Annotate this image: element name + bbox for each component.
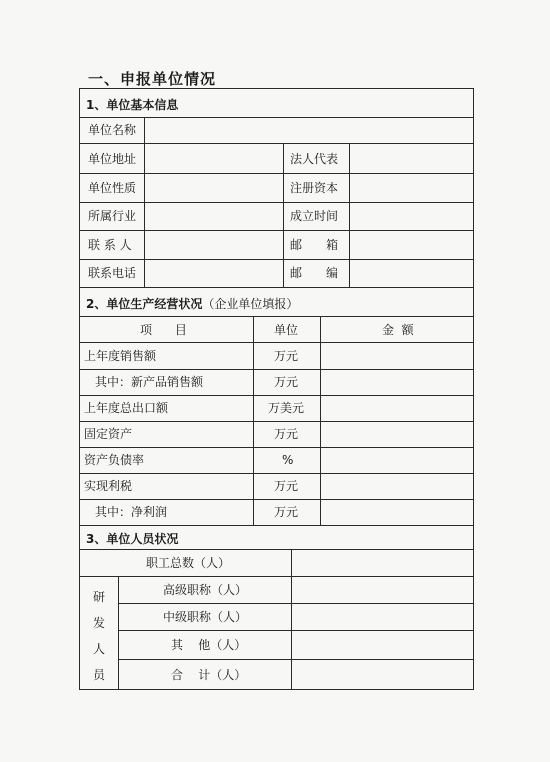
label-postcode-char1: 邮: [290, 266, 303, 280]
senior-title-field[interactable]: [293, 578, 472, 602]
rd-label-char-4: 员: [93, 668, 106, 682]
unit-type-field[interactable]: [146, 175, 282, 201]
col-header-amount: 金 额: [382, 323, 414, 337]
row-item-profit-tax: 实现利税: [84, 479, 133, 493]
row-unit-profit-tax: 万元: [274, 479, 299, 493]
table-border-right: [473, 88, 474, 690]
table-border-bottom: [79, 689, 474, 690]
row-unit-net-profit: 万元: [274, 505, 299, 519]
row-unit-export: 万美元: [268, 401, 305, 415]
amount-field-fixed-assets[interactable]: [322, 423, 472, 446]
amount-field-debt-ratio[interactable]: [322, 449, 472, 472]
contact-phone-field[interactable]: [146, 261, 282, 286]
table-border-left: [79, 88, 80, 690]
label-total-staff: 职工总数（人）: [146, 556, 231, 570]
total-field[interactable]: [293, 661, 472, 688]
label-legal-rep: 法人代表: [290, 152, 339, 166]
amount-field-sales[interactable]: [322, 344, 472, 368]
label-registered-capital: 注册资本: [290, 181, 339, 195]
rd-label-char-1: 研: [93, 590, 106, 604]
row-unit-new-product-sales: 万元: [274, 375, 299, 389]
amount-field-profit-tax[interactable]: [322, 475, 472, 498]
label-middle-title: 中级职称（人）: [163, 610, 248, 624]
postcode-field[interactable]: [351, 261, 472, 286]
middle-title-field[interactable]: [293, 605, 472, 629]
label-contact-person: 联 系 人: [88, 238, 132, 252]
section2-heading-note: （企业单位填报）: [202, 297, 299, 311]
page-title: 一、申报单位情况: [88, 70, 217, 88]
label-industry: 所属行业: [88, 209, 137, 223]
amount-field-new-product-sales[interactable]: [322, 371, 472, 394]
label-email-char2: 箱: [326, 238, 339, 252]
row-unit-sales: 万元: [274, 349, 299, 363]
label-unit-type: 单位性质: [88, 181, 137, 195]
label-senior-title: 高级职称（人）: [163, 583, 248, 597]
label-contact-phone: 联系电话: [88, 266, 137, 280]
row-item-fixed-assets: 固定资产: [84, 427, 133, 441]
label-total: 合 计（人）: [171, 668, 247, 682]
label-unit-address: 单位地址: [88, 152, 137, 166]
row-item-export: 上年度总出口额: [84, 401, 169, 415]
row-item-new-product-sales: 其中：新产品销售额: [95, 375, 204, 389]
contact-person-field[interactable]: [146, 232, 282, 258]
section3-heading: 3、单位人员状况: [86, 532, 179, 546]
established-field[interactable]: [351, 204, 472, 229]
label-established: 成立时间: [290, 209, 339, 223]
amount-field-export[interactable]: [322, 397, 472, 420]
col-header-item: 项 目: [140, 323, 187, 337]
table-border-top: [79, 88, 474, 89]
label-unit-name: 单位名称: [88, 123, 137, 137]
email-field[interactable]: [351, 232, 472, 258]
unit-address-field[interactable]: [146, 145, 282, 172]
row-item-net-profit: 其中：净利润: [95, 505, 168, 519]
rd-label-char-2: 发: [93, 616, 106, 630]
industry-field[interactable]: [146, 204, 282, 229]
label-other: 其 他（人）: [171, 638, 247, 652]
section2-heading: [86, 297, 298, 311]
registered-capital-field[interactable]: [351, 175, 472, 201]
total-staff-field[interactable]: [293, 551, 472, 575]
rd-label-char-3: 人: [93, 642, 106, 656]
other-field[interactable]: [293, 632, 472, 658]
legal-rep-field[interactable]: [351, 145, 472, 172]
section2-heading-text: 2、单位生产经营状况: [86, 297, 203, 311]
label-email-char1: 邮: [290, 238, 303, 252]
section1-heading: 1、单位基本信息: [86, 98, 179, 112]
row-unit-fixed-assets: 万元: [274, 427, 299, 441]
row-item-sales: 上年度销售额: [84, 349, 157, 363]
row-item-debt-ratio: 资产负债率: [84, 453, 145, 467]
col-header-unit: 单位: [274, 323, 299, 337]
unit-name-field[interactable]: [146, 119, 472, 142]
amount-field-net-profit[interactable]: [322, 501, 472, 524]
label-postcode-char2: 编: [326, 266, 339, 280]
row-unit-debt-ratio: %: [282, 453, 294, 467]
